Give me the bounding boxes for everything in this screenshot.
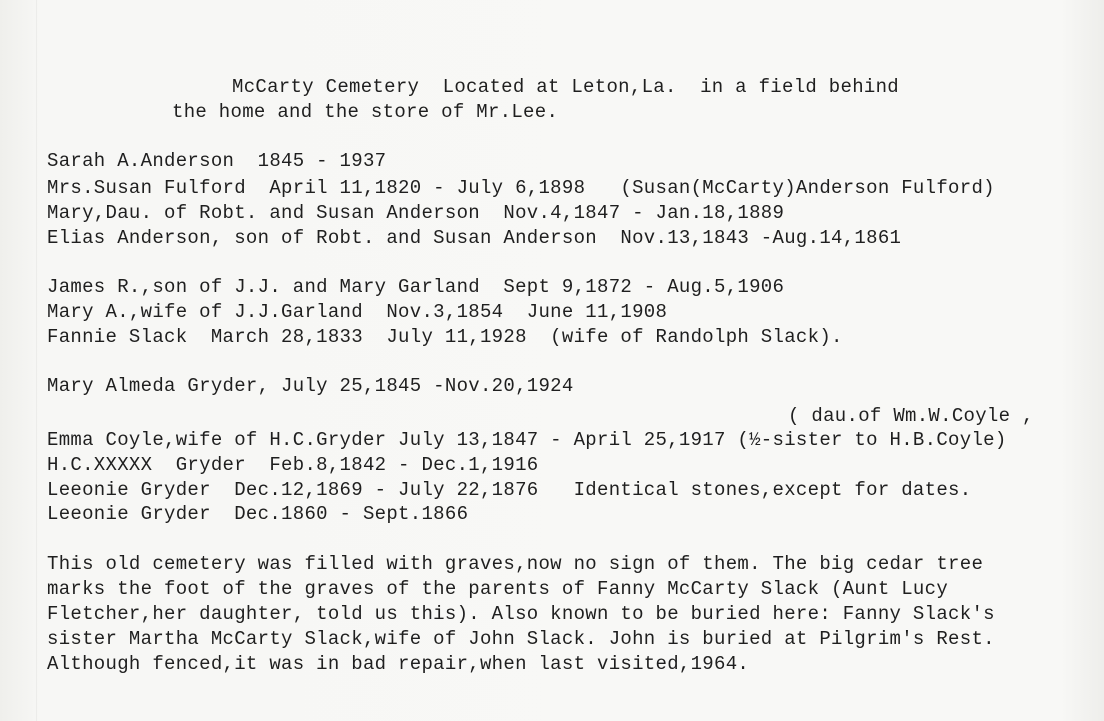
- entry-hc-gryder: H.C.XXXXX Gryder Feb.8,1842 - Dec.1,1916: [47, 454, 539, 476]
- entry-emma-coyle-note: ( dau.of Wm.W.Coyle ,: [788, 405, 1034, 427]
- entry-leeonie-gryder-1: Leeonie Gryder Dec.12,1869 - July 22,1876 Identical stones,except for dates.: [47, 479, 972, 501]
- header-line-2: the home and the store of Mr.Lee.: [172, 101, 559, 123]
- note-line-4: sister Martha McCarty Slack,wife of John Slack. John is buried at Pilgrim's Rest.: [47, 628, 995, 650]
- entry-fannie-slack: Fannie Slack March 28,1833 July 11,1928 (wife of Randolph Slack).: [47, 326, 843, 348]
- entry-mary-garland: Mary A.,wife of J.J.Garland Nov.3,1854 June 11,1908: [47, 301, 668, 323]
- entry-elias-anderson: Elias Anderson, son of Robt. and Susan Anderson Nov.13,1843 -Aug.14,1861: [47, 227, 902, 249]
- entry-emma-coyle: Emma Coyle,wife of H.C.Gryder July 13,1847 - April 25,1917 (½-sister to H.B.Coyle): [47, 429, 1007, 451]
- note-line-2: marks the foot of the graves of the parents of Fanny McCarty Slack (Aunt Lucy: [47, 578, 949, 600]
- entry-susan-fulford: Mrs.Susan Fulford April 11,1820 - July 6,1898 (Susan(McCarty)Anderson Fulford): [47, 177, 995, 199]
- note-line-1: This old cemetery was filled with graves,now no sign of them. The big cedar tree: [47, 553, 984, 575]
- entry-mary-almeda-gryder: Mary Almeda Gryder, July 25,1845 -Nov.20,1924: [47, 375, 574, 397]
- page-edge-shadow: [36, 0, 37, 721]
- entry-leeonie-gryder-2: Leeonie Gryder Dec.1860 - Sept.1866: [47, 503, 469, 525]
- note-line-5: Although fenced,it was in bad repair,when last visited,1964.: [47, 653, 750, 675]
- entry-sarah-anderson: Sarah A.Anderson 1845 - 1937: [47, 150, 387, 172]
- note-line-3: Fletcher,her daughter, told us this). Also known to be buried here: Fanny Slack's: [47, 603, 995, 625]
- entry-mary-anderson: Mary,Dau. of Robt. and Susan Anderson Nov.4,1847 - Jan.18,1889: [47, 202, 785, 224]
- entry-james-garland: James R.,son of J.J. and Mary Garland Sept 9,1872 - Aug.5,1906: [47, 276, 785, 298]
- header-line-1: McCarty Cemetery Located at Leton,La. in a field behind: [232, 76, 900, 98]
